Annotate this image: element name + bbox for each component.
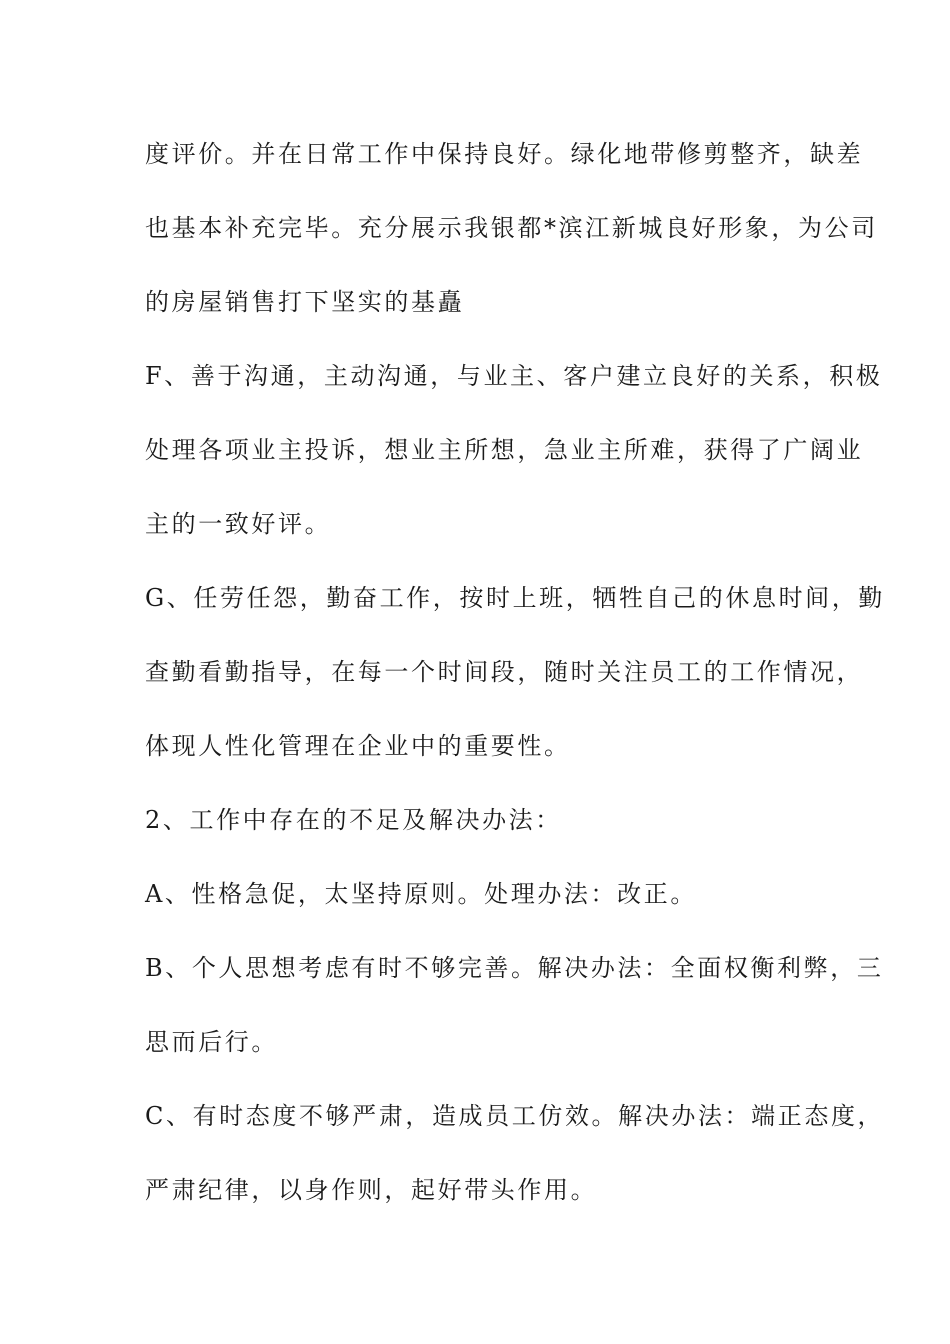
text-line: 度评价。并在日常工作中保持良好。绿化地带修剪整齐，缺差 xyxy=(145,140,864,168)
text-line: A、性格急促，太坚持原则。处理办法：改正。 xyxy=(145,880,697,908)
text-line: 思而后行。 xyxy=(145,1028,278,1056)
text-line: 主的一致好评。 xyxy=(145,510,332,538)
text-line: F、善于沟通，主动沟通，与业主、客户建立良好的关系，积极 xyxy=(145,362,883,390)
text-line: G、任劳任怨，勤奋工作，按时上班，牺牲自己的休息时间，勤 xyxy=(145,584,885,612)
text-line: 2、工作中存在的不足及解决办法： xyxy=(145,806,562,834)
text-line: 严肃纪律，以身作则，起好带头作用。 xyxy=(145,1176,598,1204)
text-line: 体现人性化管理在企业中的重要性。 xyxy=(145,732,571,760)
text-line: 查勤看勤指导，在每一个时间段，随时关注员工的工作情况， xyxy=(145,658,864,686)
text-line: 的房屋销售打下坚实的基矗 xyxy=(145,288,465,316)
text-line: 也基本补充完毕。充分展示我银都*滨江新城良好形象，为公司 xyxy=(145,214,878,242)
text-line: B、个人思想考虑有时不够完善。解决办法：全面权衡利弊，三 xyxy=(145,954,884,982)
text-line: C、有时态度不够严肃，造成员工仿效。解决办法：端正态度， xyxy=(145,1102,885,1130)
text-line: 处理各项业主投诉，想业主所想，急业主所难，获得了广阔业 xyxy=(145,436,864,464)
